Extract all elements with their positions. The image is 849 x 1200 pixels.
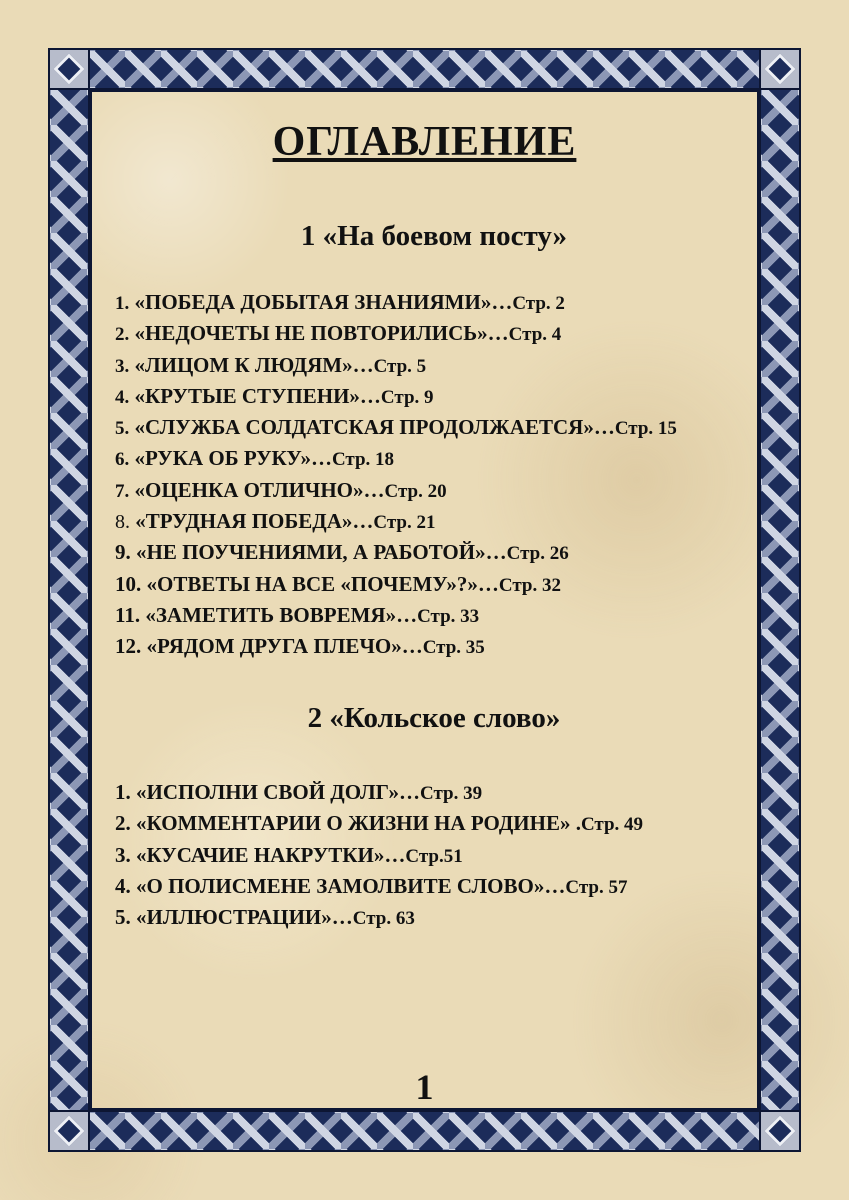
toc-entry[interactable] [115, 632, 755, 663]
section-heading-1: 1 «На боевом посту» [300, 220, 568, 252]
entry-title: «КУСАЧИЕ НАКРУТКИ»… [136, 842, 406, 867]
frame-border-right [759, 48, 801, 1152]
toc-list-section-2 [115, 778, 755, 934]
toc-entry[interactable] [115, 413, 755, 444]
entry-page: Стр. 35 [422, 637, 485, 659]
toc-entry[interactable] [115, 570, 755, 601]
section-heading-2: 2 «Кольское слово» [307, 702, 561, 734]
frame-border-top [48, 48, 801, 90]
entry-page: Стр. 26 [506, 543, 569, 565]
toc-entry[interactable] [115, 288, 755, 319]
entry-number: 2. [115, 811, 131, 836]
diamond-icon [764, 53, 795, 84]
entry-number: 9. [115, 540, 131, 565]
entry-number: 3. [115, 842, 131, 867]
entry-title: «ОТВЕТЫ НА ВСЕ «ПОЧЕМУ»?»… [146, 571, 499, 596]
entry-title: «НЕДОЧЕТЫ НЕ ПОВТОРИЛИСЬ»… [134, 321, 509, 346]
entry-title: «РЯДОМ ДРУГА ПЛЕЧО»… [146, 634, 423, 659]
toc-entry[interactable] [115, 351, 755, 382]
page-title: ОГЛАВЛЕНИЕ [272, 119, 577, 165]
entry-number: 3. [115, 355, 130, 377]
entry-page: Стр. 33 [417, 605, 480, 627]
entry-number: 11. [115, 602, 141, 627]
entry-page: Стр. 9 [380, 386, 434, 408]
entry-title: «КРУТЫЕ СТУПЕНИ»… [134, 383, 381, 408]
toc-entry[interactable] [115, 903, 755, 934]
entry-title: «ТРУДНАЯ ПОБЕДА»… [135, 509, 374, 534]
entry-title: «ЛИЦОМ К ЛЮДЯМ»… [134, 352, 374, 377]
entry-title: «РУКА ОБ РУКУ»… [134, 446, 332, 471]
toc-entry[interactable] [115, 601, 755, 632]
entry-title: «ОЦЕНКА ОТЛИЧНО»… [134, 477, 385, 502]
entry-number: 7. [115, 480, 130, 502]
entry-page: Стр.51 [405, 845, 463, 867]
entry-number: 12. [115, 634, 142, 659]
toc-entry[interactable] [115, 841, 755, 872]
frame-corner-ornament [48, 1110, 90, 1152]
entry-page: Стр. 5 [373, 355, 427, 377]
entry-number: 8. [115, 511, 130, 534]
entry-number: 4. [115, 386, 130, 408]
diamond-icon [53, 53, 84, 84]
entry-page: Стр. 49 [580, 814, 644, 836]
frame-border-left [48, 48, 90, 1152]
entry-title: «КОММЕНТАРИИ О ЖИЗНИ НА РОДИНЕ» . [136, 811, 581, 836]
frame-corner-ornament [48, 48, 90, 90]
frame-border-bottom [48, 1110, 801, 1152]
toc-entry[interactable] [115, 507, 755, 538]
entry-title: «ПОБЕДА ДОБЫТАЯ ЗНАНИЯМИ»… [134, 290, 513, 314]
entry-title: «ИЛЛЮСТРАЦИИ»… [136, 905, 353, 930]
entry-title: «ИСПОЛНИ СВОЙ ДОЛГ»… [136, 780, 421, 804]
toc-list-section-1 [115, 288, 755, 664]
entry-page: Стр. 39 [420, 783, 483, 804]
entry-number: 1. [115, 293, 130, 314]
frame-corner-ornament [759, 48, 801, 90]
toc-entry[interactable] [115, 872, 755, 903]
entry-number: 2. [115, 324, 130, 346]
toc-entry[interactable] [115, 778, 755, 809]
page-number: 1 [415, 1067, 434, 1107]
entry-number: 5. [115, 905, 131, 930]
diamond-icon [53, 1115, 84, 1146]
entry-page: Стр. 2 [512, 293, 565, 314]
toc-entry[interactable] [115, 382, 755, 413]
entry-title: «СЛУЖБА СОЛДАТСКАЯ ПРОДОЛЖАЕТСЯ»… [134, 415, 615, 440]
entry-page: Стр. 4 [508, 324, 562, 346]
entry-number: 6. [115, 449, 130, 471]
diamond-icon [764, 1115, 795, 1146]
frame-corner-ornament [759, 1110, 801, 1152]
entry-number: 10. [115, 571, 142, 596]
entry-number: 5. [115, 418, 130, 440]
toc-entry[interactable] [115, 476, 755, 507]
toc-entry[interactable] [115, 444, 755, 475]
entry-page: Стр. 18 [331, 449, 395, 471]
entry-page: Стр. 15 [614, 418, 677, 440]
entry-number: 4. [115, 873, 131, 898]
entry-page: Стр. 21 [373, 512, 436, 534]
toc-entry[interactable] [115, 809, 755, 840]
entry-page: Стр. 63 [352, 908, 415, 930]
entry-page: Стр. 20 [384, 480, 447, 502]
toc-entry[interactable] [115, 538, 755, 569]
entry-title: «О ПОЛИСМЕНЕ ЗАМОЛВИТЕ СЛОВО»… [136, 873, 566, 898]
entry-title: «НЕ ПОУЧЕНИЯМИ, А РАБОТОЙ»… [136, 540, 507, 565]
entry-page: Стр. 57 [565, 876, 628, 898]
entry-number: 1. [115, 780, 131, 804]
entry-page: Стр. 32 [498, 574, 561, 596]
entry-title: «ЗАМЕТИТЬ ВОВРЕМЯ»… [145, 602, 418, 627]
toc-entry[interactable] [115, 319, 755, 350]
